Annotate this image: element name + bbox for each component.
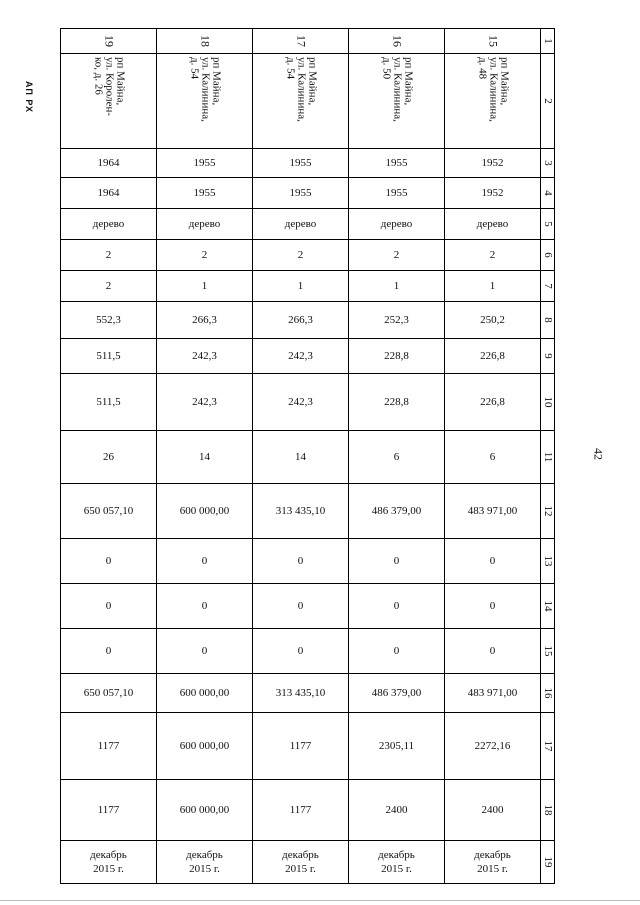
value-cell-col-4 (445, 178, 541, 209)
cell-value: 2 (393, 249, 400, 261)
column-number-cell (541, 302, 555, 339)
cell-value: 242,3 (192, 350, 217, 362)
cell-value: 600 000,00 (179, 804, 230, 816)
value-cell-col-6 (253, 240, 349, 271)
table-row (61, 484, 555, 539)
value-cell-col-15 (61, 629, 157, 674)
cell-value: 483 971,00 (467, 687, 518, 699)
value-cell-col-18 (445, 780, 541, 841)
value-cell-col-16 (157, 674, 253, 713)
cell-value: 1177 (289, 804, 312, 816)
table-row (61, 339, 555, 374)
record-number: 19 (102, 35, 116, 47)
cell-value: 511,5 (96, 396, 121, 408)
cell-value: 0 (489, 645, 496, 657)
cell-value: 0 (201, 645, 208, 657)
value-cell-col-3 (61, 149, 157, 178)
cell-value: 1177 (97, 804, 120, 816)
address-text: рп Майна, ул. Королен- ко, д. 26 (92, 57, 126, 117)
address-text: рп Майна, ул. Калинина, д. 48 (476, 57, 510, 122)
column-number: 6 (541, 252, 554, 258)
value-cell-col-18 (253, 780, 349, 841)
cell-value: 0 (201, 555, 208, 567)
cell-value: 486 379,00 (371, 687, 422, 699)
value-cell-col-11 (349, 431, 445, 484)
cell-value: 650 057,10 (83, 505, 134, 517)
column-number-cell (541, 584, 555, 629)
cell-value: дерево (476, 218, 509, 230)
cell-value: 0 (105, 645, 112, 657)
value-cell-col-5 (253, 209, 349, 240)
cell-value: 1964 (97, 187, 120, 199)
cell-value: 6 (393, 451, 400, 463)
column-number-cell (541, 431, 555, 484)
cell-value: 242,3 (288, 396, 313, 408)
record-number-cell (61, 29, 157, 54)
cell-value: 1 (297, 280, 304, 292)
value-cell-col-16 (349, 674, 445, 713)
cell-value: 2 (201, 249, 208, 261)
cell-value: 6 (489, 451, 496, 463)
table-row (61, 209, 555, 240)
value-cell-col-7 (349, 271, 445, 302)
cell-value: 552,3 (96, 314, 121, 326)
address-text: рп Майна, ул. Калинина, д. 54 (284, 57, 318, 122)
column-number-cell (541, 240, 555, 271)
cell-value: 2272,16 (474, 740, 511, 752)
address-cell (253, 54, 349, 149)
value-cell-col-7 (157, 271, 253, 302)
value-cell-col-5 (61, 209, 157, 240)
value-cell-col-11 (61, 431, 157, 484)
value-cell-col-15 (253, 629, 349, 674)
cell-value: 486 379,00 (371, 505, 422, 517)
value-cell-col-11 (253, 431, 349, 484)
value-cell-col-15 (445, 629, 541, 674)
value-cell-col-6 (157, 240, 253, 271)
value-cell-col-6 (445, 240, 541, 271)
column-number: 8 (541, 317, 554, 323)
cell-value: 1 (201, 280, 208, 292)
cell-value: 1 (393, 280, 400, 292)
table-row (61, 713, 555, 780)
value-cell-col-4 (157, 178, 253, 209)
value-cell-col-9 (445, 339, 541, 374)
cell-value: 511,5 (96, 350, 121, 362)
column-number-cell (541, 674, 555, 713)
cell-value: декабрь 2015 г. (186, 849, 223, 875)
cell-value: 226,8 (480, 350, 505, 362)
table-row (61, 271, 555, 302)
cell-value: 1952 (481, 157, 504, 169)
column-number-cell (541, 29, 555, 54)
value-cell-col-16 (253, 674, 349, 713)
value-cell-col-12 (61, 484, 157, 539)
column-number: 17 (541, 740, 554, 752)
value-cell-col-19 (349, 841, 445, 884)
column-number: 13 (541, 555, 554, 567)
table-row (61, 178, 555, 209)
cell-value: 2 (297, 249, 304, 261)
value-cell-col-13 (445, 539, 541, 584)
record-number: 18 (198, 35, 212, 47)
value-cell-col-5 (157, 209, 253, 240)
cell-value: 2305,11 (378, 740, 415, 752)
value-cell-col-3 (253, 149, 349, 178)
value-cell-col-16 (445, 674, 541, 713)
value-cell-col-8 (61, 302, 157, 339)
column-number: 7 (541, 283, 554, 289)
table-row (61, 29, 555, 54)
table-row (61, 539, 555, 584)
column-number: 16 (541, 687, 554, 699)
cell-value: дерево (188, 218, 221, 230)
cell-value: 2400 (385, 804, 408, 816)
cell-value: 1177 (289, 740, 312, 752)
value-cell-col-14 (157, 584, 253, 629)
table-row (61, 841, 555, 884)
page-number: 42 (591, 448, 606, 460)
cell-value: 242,3 (192, 396, 217, 408)
value-cell-col-10 (445, 374, 541, 431)
value-cell-col-8 (349, 302, 445, 339)
table-row (61, 149, 555, 178)
record-number-cell (445, 29, 541, 54)
cell-value: 483 971,00 (467, 505, 518, 517)
address-text: рп Майна, ул. Калинина, д. 54 (188, 57, 222, 122)
record-number-cell (253, 29, 349, 54)
address-cell (157, 54, 253, 149)
table-row (61, 302, 555, 339)
cell-value: 1964 (97, 157, 120, 169)
cell-value: декабрь 2015 г. (378, 849, 415, 875)
value-cell-col-5 (349, 209, 445, 240)
value-cell-col-17 (61, 713, 157, 780)
value-cell-col-12 (445, 484, 541, 539)
column-number: 1 (541, 38, 554, 44)
cell-value: 250,2 (480, 314, 505, 326)
table-row (61, 629, 555, 674)
value-cell-col-14 (61, 584, 157, 629)
cell-value: 242,3 (288, 350, 313, 362)
cell-value: 0 (105, 555, 112, 567)
value-cell-col-9 (61, 339, 157, 374)
value-cell-col-18 (157, 780, 253, 841)
cell-value: декабрь 2015 г. (282, 849, 319, 875)
value-cell-col-19 (61, 841, 157, 884)
value-cell-col-11 (445, 431, 541, 484)
record-number-cell (157, 29, 253, 54)
column-number-cell (541, 374, 555, 431)
value-cell-col-3 (157, 149, 253, 178)
value-cell-col-10 (61, 374, 157, 431)
cell-value: 228,8 (384, 350, 409, 362)
column-number-cell (541, 713, 555, 780)
value-cell-col-19 (253, 841, 349, 884)
value-cell-col-12 (349, 484, 445, 539)
cell-value: дерево (92, 218, 125, 230)
value-cell-col-14 (349, 584, 445, 629)
cell-value: 1 (489, 280, 496, 292)
cell-value: 226,8 (480, 396, 505, 408)
table-row (61, 54, 555, 149)
column-number-cell (541, 209, 555, 240)
cell-value: 1952 (481, 187, 504, 199)
cell-value: 650 057,10 (83, 687, 134, 699)
cell-value: 313 435,10 (275, 687, 326, 699)
cell-value: 0 (105, 600, 112, 612)
table-row (61, 240, 555, 271)
address-text: рп Майна, ул. Калинина, д. 50 (380, 57, 414, 122)
value-cell-col-3 (349, 149, 445, 178)
table-row (61, 780, 555, 841)
column-number: 11 (541, 451, 554, 463)
value-cell-col-16 (61, 674, 157, 713)
value-cell-col-7 (253, 271, 349, 302)
column-number-cell (541, 841, 555, 884)
value-cell-col-18 (61, 780, 157, 841)
value-cell-col-10 (157, 374, 253, 431)
value-cell-col-17 (349, 713, 445, 780)
table-row (61, 431, 555, 484)
cell-value: 228,8 (384, 396, 409, 408)
value-cell-col-8 (253, 302, 349, 339)
cell-value: 600 000,00 (179, 687, 230, 699)
cell-value: 0 (297, 645, 304, 657)
value-cell-col-18 (349, 780, 445, 841)
cell-value: 1955 (193, 187, 216, 199)
value-cell-col-10 (349, 374, 445, 431)
cell-value: 14 (295, 451, 306, 463)
housing-table (60, 28, 555, 884)
value-cell-col-7 (445, 271, 541, 302)
cell-value: 252,3 (384, 314, 409, 326)
cell-value: 266,3 (192, 314, 217, 326)
address-cell (61, 54, 157, 149)
column-number-cell (541, 178, 555, 209)
cell-value: 313 435,10 (275, 505, 326, 517)
cell-value: 2 (105, 280, 112, 292)
column-number: 18 (541, 804, 554, 816)
cell-value: 0 (393, 645, 400, 657)
value-cell-col-14 (253, 584, 349, 629)
cell-value: декабрь 2015 г. (90, 849, 127, 875)
scan-edge-line (0, 900, 640, 901)
value-cell-col-4 (61, 178, 157, 209)
column-number: 14 (541, 600, 554, 612)
column-number: 4 (541, 190, 554, 196)
record-number: 17 (294, 35, 308, 47)
cell-value: 1955 (385, 157, 408, 169)
cell-value: 1955 (289, 187, 312, 199)
value-cell-col-13 (61, 539, 157, 584)
value-cell-col-19 (445, 841, 541, 884)
cell-value: 600 000,00 (179, 505, 230, 517)
archive-stamp: АП РХ (24, 80, 34, 114)
cell-value: 2400 (481, 804, 504, 816)
cell-value: 0 (489, 600, 496, 612)
column-number: 12 (541, 505, 554, 517)
cell-value: 600 000,00 (179, 740, 230, 752)
column-number: 5 (541, 221, 554, 227)
value-cell-col-17 (157, 713, 253, 780)
column-number: 9 (541, 353, 554, 359)
value-cell-col-12 (157, 484, 253, 539)
cell-value: 1955 (289, 157, 312, 169)
value-cell-col-14 (445, 584, 541, 629)
value-cell-col-11 (157, 431, 253, 484)
value-cell-col-10 (253, 374, 349, 431)
value-cell-col-19 (157, 841, 253, 884)
value-cell-col-4 (349, 178, 445, 209)
cell-value: 14 (199, 451, 210, 463)
column-number-cell (541, 484, 555, 539)
column-number: 3 (541, 160, 554, 166)
value-cell-col-13 (253, 539, 349, 584)
value-cell-col-5 (445, 209, 541, 240)
cell-value: 1177 (97, 740, 120, 752)
column-number-cell (541, 539, 555, 584)
cell-value: дерево (380, 218, 413, 230)
value-cell-col-3 (445, 149, 541, 178)
column-number-cell (541, 271, 555, 302)
cell-value: декабрь 2015 г. (474, 849, 511, 875)
column-number-cell (541, 780, 555, 841)
column-number-cell (541, 629, 555, 674)
cell-value: 1955 (385, 187, 408, 199)
value-cell-col-13 (349, 539, 445, 584)
cell-value: 0 (201, 600, 208, 612)
cell-value: 1955 (193, 157, 216, 169)
value-cell-col-17 (253, 713, 349, 780)
column-number-cell (541, 149, 555, 178)
column-number: 19 (541, 856, 554, 868)
column-number: 15 (541, 645, 554, 657)
value-cell-col-9 (253, 339, 349, 374)
value-cell-col-9 (349, 339, 445, 374)
value-cell-col-4 (253, 178, 349, 209)
table-row (61, 674, 555, 713)
value-cell-col-17 (445, 713, 541, 780)
cell-value: 0 (297, 600, 304, 612)
record-number: 15 (486, 35, 500, 47)
value-cell-col-15 (349, 629, 445, 674)
value-cell-col-9 (157, 339, 253, 374)
column-number: 2 (541, 98, 554, 104)
value-cell-col-12 (253, 484, 349, 539)
value-cell-col-6 (349, 240, 445, 271)
value-cell-col-8 (157, 302, 253, 339)
value-cell-col-13 (157, 539, 253, 584)
table-row (61, 584, 555, 629)
value-cell-col-15 (157, 629, 253, 674)
column-number: 10 (541, 396, 554, 408)
value-cell-col-8 (445, 302, 541, 339)
cell-value: 26 (103, 451, 114, 463)
address-cell (349, 54, 445, 149)
record-number: 16 (390, 35, 404, 47)
value-cell-col-6 (61, 240, 157, 271)
column-number-cell (541, 339, 555, 374)
cell-value: 0 (393, 555, 400, 567)
cell-value: 0 (489, 555, 496, 567)
cell-value: 2 (105, 249, 112, 261)
record-number-cell (349, 29, 445, 54)
cell-value: 266,3 (288, 314, 313, 326)
cell-value: 0 (393, 600, 400, 612)
table-row (61, 374, 555, 431)
address-cell (445, 54, 541, 149)
value-cell-col-7 (61, 271, 157, 302)
column-number-cell (541, 54, 555, 149)
cell-value: дерево (284, 218, 317, 230)
cell-value: 2 (489, 249, 496, 261)
cell-value: 0 (297, 555, 304, 567)
